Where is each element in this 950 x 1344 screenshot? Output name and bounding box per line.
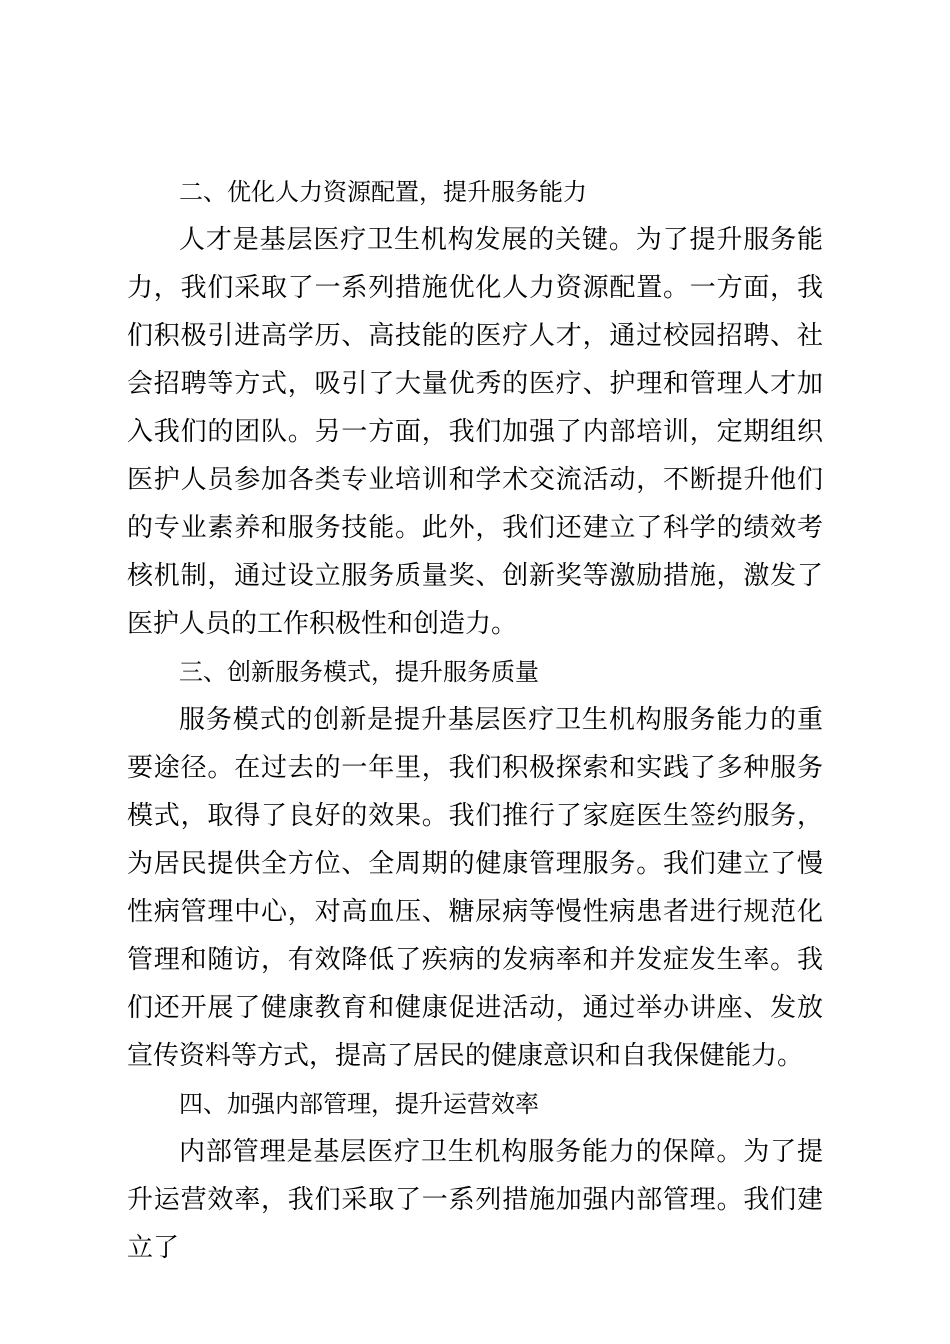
section-heading: 四、加强内部管理，提升运营效率 [179,1090,539,1118]
section-paragraph: 人才是基层医疗卫生机构发展的关键。为了提升服务能力，我们采取了一系列措施优化人力资源配置。一方面，我们积极引进高学历、高技能的医疗人才，通过校园招聘、社会招聘等方式，吸引了大量优秀的医疗、护理和管理人才加入我们的团队。另一方面，我们加强了内部培训，定期组织医护人员参加各类专业培训和学术交流活动，不断提升他们的专业素养和服务技能。此外，我们还建立了科学的绩效考核机制，通过设立服务质量奖、创新奖等激励措施，激发了医护人员的工作积极性和创造力。 [127,225,823,639]
section-heading: 二、优化人力资源配置，提升服务能力 [179,178,587,206]
document-body [127,168,823,1272]
section-paragraph: 内部管理是基层医疗卫生机构服务能力的保障。为了提升运营效率，我们采取了一系列措施加强内部管理。我们建立了 [127,1137,823,1263]
section-paragraph: 服务模式的创新是提升基层医疗卫生机构服务能力的重要途径。在过去的一年里，我们积极探索和实践了多种服务模式，取得了良好的效果。我们推行了家庭医生签约服务，为居民提供全方位、全周期的健康管理服务。我们建立了慢性病管理中心，对高血压、糖尿病等慢性病患者进行规范化管理和随访，有效降低了疾病的发病率和并发症发生率。我们还开展了健康教育和健康促进活动，通过举办讲座、发放宣传资料等方式，提高了居民的健康意识和自我保健能力。 [127,705,823,1071]
section-heading: 三、创新服务模式，提升服务质量 [179,658,539,686]
